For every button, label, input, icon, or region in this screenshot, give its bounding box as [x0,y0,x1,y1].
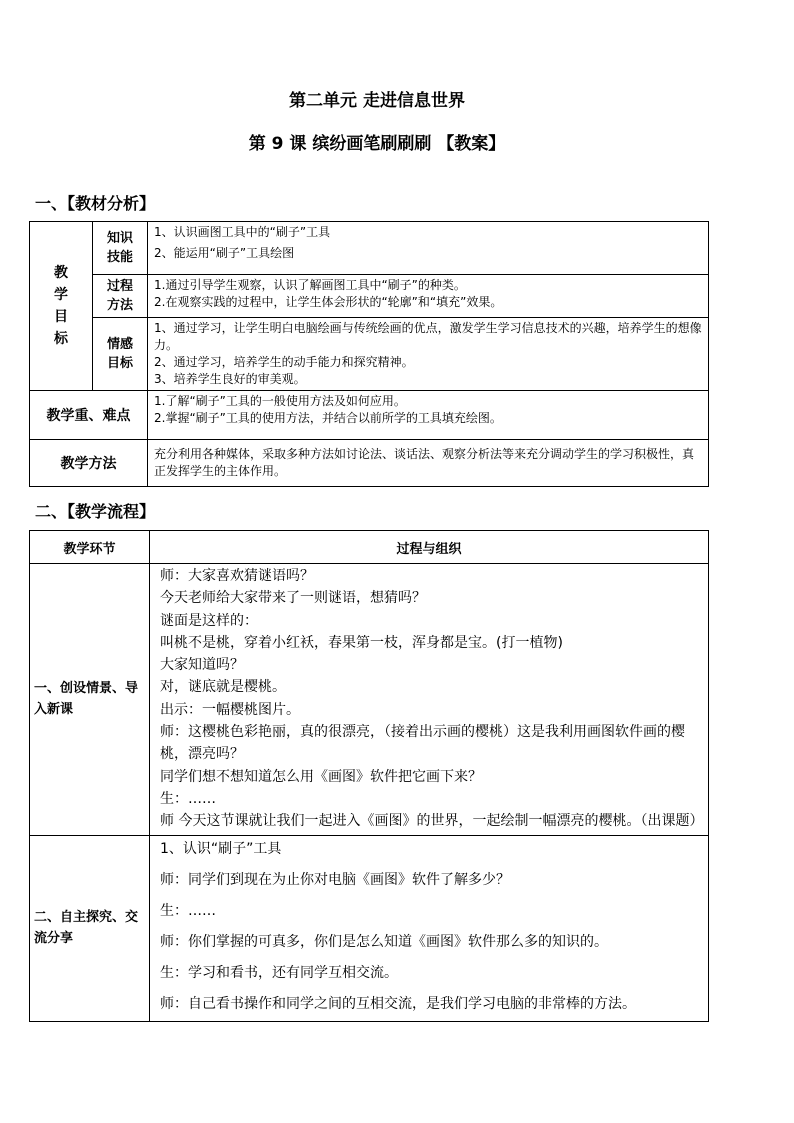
goal-line: 1、认识画图工具中的“刷子”工具 [154,225,331,239]
process-cell [150,835,709,1021]
process-line: 大家知道吗？ [160,657,244,674]
process-line: 师：自己看书操作和同学之间的互相交流，是我们学习电脑的非常棒的方法。 [160,995,636,1012]
goal-content-cell [148,318,709,391]
goal-line: 1.通过引导学生观察，认识了解画图工具中“刷子”的种类。 [154,278,466,292]
process-line: 同学们想不想知道怎么用《画图》软件把它画下来？ [160,768,482,785]
goal-label-cell [93,275,148,318]
goal-label: 过程方法 [106,279,133,313]
process-line: 师：同学们到现在为止你对电脑《画图》软件了解多少？ [160,871,510,888]
process-line: 生：…… [160,902,216,919]
methods-label: 教学方法 [60,456,117,472]
process-line: 对，谜底就是樱桃。 [160,679,286,696]
process-line: 叫桃不是桃，穿着小红袄，春果第一枝，浑身都是宝。(打一植物) [160,634,563,651]
process-line: 今天老师给大家带来了一则谜语，想猜吗？ [160,590,426,607]
goal-label: 情感目标 [106,337,133,371]
goal-line: 3、培养学生良好的审美观。 [154,372,306,386]
column-header-stage [30,531,150,564]
goal-category-cell [30,222,93,391]
process-line: 师：你们掌握的可真多，你们是怎么知道《画图》软件那么多的知识的。 [160,933,608,950]
process-cell [150,564,709,836]
key-point-line: 2.掌握“刷子”工具的使用方法，并结合以前所学的工具填充绘图。 [154,411,502,425]
goal-line: 2.在观察实践的过程中，让学生体会形状的“轮廓”和“填充”效果。 [154,295,503,309]
process-line: 出示：一幅樱桃图片。 [160,701,300,718]
column-header-process-label: 过程与组织 [396,541,462,557]
analysis-table [29,221,709,487]
goal-line: 2、通过学习，培养学生的动手能力和探究精神。 [154,355,414,369]
goal-category-label: 教学目标 [54,265,68,347]
goal-content-cell [148,222,709,275]
goal-label-cell [93,318,148,391]
stage-cell [30,835,150,1021]
key-points-content-cell [148,391,709,440]
goal-content-cell [148,275,709,318]
stage-cell [30,564,150,836]
section-heading-flow: 二、【教学流程】 [35,502,156,521]
methods-text: 充分利用各种媒体，采取多种方法如讨论法、谈话法、观察分析法等来充分调动学生的学习积极性，真正发挥学生的主体作用。 [154,447,695,478]
process-line: 师：这樱桃色彩艳丽，真的很漂亮，（接着出示画的樱桃）这是我利用画图软件画的樱桃，漂亮吗？ [160,724,685,763]
process-line: 生：学习和看书，还有同学互相交流。 [160,964,398,981]
unit-title: 第二单元 走进信息世界 [289,91,465,111]
process-line: 生：…… [160,790,216,807]
section-heading-analysis: 一、【教材分析】 [35,194,156,213]
column-header-stage-label: 教学环节 [63,541,116,557]
goal-label-cell [93,222,148,275]
lesson-title: 第 9 课 缤纷画笔刷刷刷 【教案】 [248,134,506,154]
process-line: 师：大家喜欢猜谜语吗？ [160,568,314,584]
process-line: 师 今天这节课就让我们一起进入《画图》的世界，一起绘制一幅漂亮的樱桃。（出课题） [160,813,704,830]
goal-label: 知识技能 [106,231,133,265]
goal-line: 1、通过学习，让学生明白电脑绘画与传统绘画的优点，激发学生学习信息技术的兴趣，培养学生的想像力。 [154,321,702,352]
process-line: 谜面是这样的： [160,612,258,629]
key-point-line: 1.了解“刷子”工具的一般使用方法及如何应用。 [154,394,406,408]
stage-label: 二、自主探究、交流分享 [34,910,139,947]
key-points-label-cell [30,391,148,440]
methods-content-cell [148,440,709,487]
key-points-label: 教学重、难点 [46,408,131,424]
methods-label-cell [30,440,148,487]
stage-label: 一、创设情景、导入新课 [34,681,139,718]
column-header-process [150,531,709,564]
flow-table [29,530,709,1022]
goal-line: 2、能运用“刷子”工具绘图 [154,246,295,260]
process-line: 1、认识“刷子”工具 [160,840,282,857]
